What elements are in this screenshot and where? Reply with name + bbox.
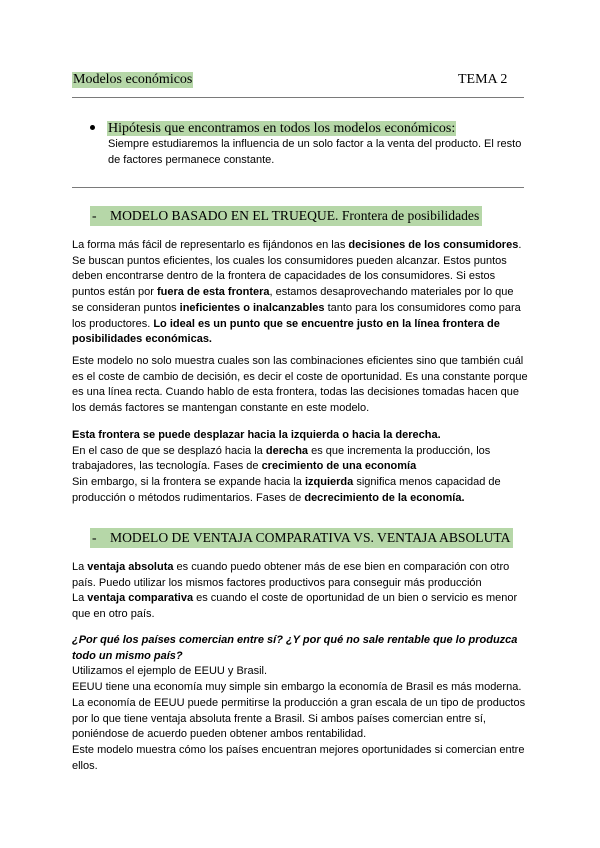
text: Este modelo muestra cómo los países encuentran mejores oportunidades si comercian entre ellos.	[72, 743, 525, 772]
section-dash: -	[92, 208, 97, 223]
bold-text: fuera de esta frontera	[157, 286, 270, 299]
section-title: MODELO DE VENTAJA COMPARATIVA VS. VENTAJA ABSOLUTA	[110, 530, 511, 545]
bullet-icon	[90, 125, 95, 130]
text: . Se buscan puntos eficientes, los cuales los consumidores pueden alcanzar. Estos puntos deben encontrarse dentro de la frontera de capacidades de los consumidores. Si estos puntos están por	[72, 239, 522, 299]
bold-text: decrecimiento de la economía.	[304, 491, 465, 504]
section-dash: -	[92, 530, 97, 545]
text: Sin embargo, si la frontera se expande hacia la	[72, 476, 305, 489]
hypothesis-heading-text: Hipótesis que encontramos en todos los modelos económicos:	[108, 121, 456, 136]
paragraph-ventaja-2	[72, 633, 528, 774]
text: La forma más fácil de representarlo es fijándonos en las	[72, 239, 349, 251]
bold-text: derecha	[265, 444, 309, 457]
bold-text: crecimiento de una economía	[261, 460, 417, 473]
text: tanto para los consumidores como para los productores.	[72, 301, 521, 330]
text: EEUU tiene una economía muy simple sin embargo la economía de Brasil es más moderna.	[72, 681, 522, 694]
text: significa menos capacidad de producción o métodos rudimentarios. Fases de	[72, 476, 501, 504]
section-heading-trueque	[90, 206, 482, 226]
paragraph-trueque-1	[72, 238, 528, 348]
text: es que incrementa la producción, los trabajadores, las tecnología. Fases de	[72, 444, 491, 473]
bold-text: izquierda	[304, 476, 354, 489]
hypothesis-heading	[90, 121, 456, 137]
section-heading-ventaja	[90, 528, 513, 548]
bold-text: ventaja comparativa	[87, 592, 194, 605]
text: La	[72, 592, 88, 605]
bold-text: ventaja absoluta	[87, 561, 174, 573]
text: Este modelo no solo muestra cuales son las combinaciones eficientes sino que también cuál es el coste de cambio de decisión, es decir el coste de oportunidad. Es una constante porque es una línea recta. Cuando hablo de esta frontera, todas las decisiones tomadas hacen que los demás factores se mantengan constante en este modelo.	[72, 355, 528, 415]
section-divider	[72, 187, 524, 188]
document-title: Modelos económicos	[73, 72, 193, 87]
bold-text: ineficientes o inalcanzables	[179, 301, 325, 314]
text: En el caso de que se desplazó hacia la	[72, 444, 266, 457]
text: La economía de EEUU puede permitirse la producción a gran escala de un tipo de productos por lo que tiene ventaja absoluta frente a Brasil. Si ambos países comercian entre sí, poniéndose de acuerdo pueden obtener ambos rentabilidad.	[72, 696, 526, 741]
text: es cuando el coste de oportunidad de un bien o servicio es menor que en otro país.	[72, 592, 518, 621]
header-divider	[72, 97, 524, 98]
bold-text: Esta frontera se puede desplazar hacia la izquierda o hacia la derecha.	[72, 429, 441, 441]
question-text: ¿Por qué los países comercian entre sí? ¿Y por qué no sale rentable que lo produzca todo un mismo país?	[72, 634, 518, 662]
text: La	[72, 561, 88, 573]
paragraph-trueque-3	[72, 428, 528, 507]
paragraph-ventaja-1	[72, 560, 528, 623]
text: es cuando puedo obtener más de ese bien en comparación con otro país. Puedo utilizar los mismos factores productivos para conseguir más producción	[72, 561, 510, 589]
bold-text: decisiones de los consumidores	[348, 239, 519, 251]
text: , estamos desaprovechando materiales por lo que se consideran puntos	[72, 286, 514, 314]
topic-label: TEMA 2	[458, 72, 508, 87]
paragraph-trueque-2	[72, 354, 528, 417]
section-title: MODELO BASADO EN EL TRUEQUE. Frontera de posibilidades	[110, 208, 480, 223]
hypothesis-text: Siempre estudiaremos la influencia de un solo factor a la venta del producto. El resto de factores permanece constante.	[108, 138, 522, 166]
bold-text: Lo ideal es un punto que se encuentre justo en la línea frontera de posibilidades económicas.	[72, 317, 500, 346]
text: Utilizamos el ejemplo de EEUU y Brasil.	[72, 665, 268, 678]
